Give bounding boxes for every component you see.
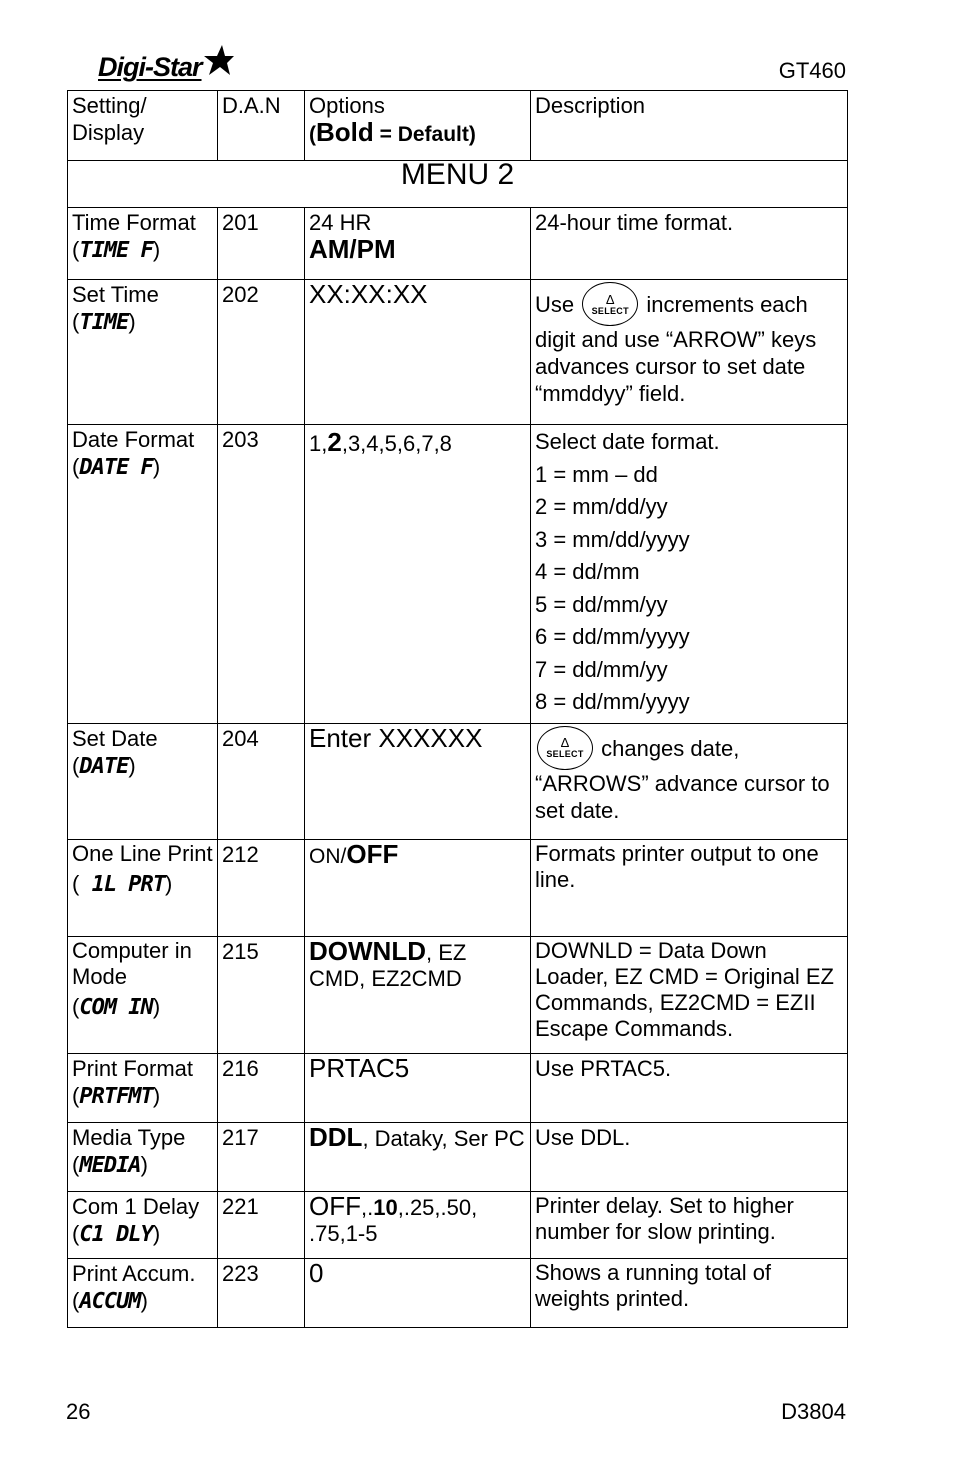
brand-logo [98,40,234,82]
select-button-icon: Δ SELECT [537,726,593,770]
lcd-display-text: DATE [79,753,129,779]
model-label: GT460 [778,58,846,83]
lcd-display-text: PRTFMT [79,1083,153,1109]
table-row: Media Type (MEDIA) 217 DDL, Dataky, Ser PC Use DDL. [68,1122,848,1191]
page-number: 26 [66,1399,91,1424]
menu-title: MENU 2 [68,161,848,208]
table-row: Print Accum. (ACCUM) 223 0 Shows a running total of weights printed. [68,1258,848,1327]
table-row: Set Date (DATE) 204 Enter XXXXXX Δ SELECT changes date, “ARROWS” advance cursor to set date. [68,723,848,839]
lcd-display-text: TIME [79,310,129,335]
table-row: Set Time (TIME) 202 XX:XX:XX Use Δ SELECT increments each digit and use “ARROW” keys advances cursor to set date “mmddyy” field. [68,280,848,425]
select-button-icon: Δ SELECT [582,282,638,326]
menu-title-row [68,161,848,208]
column-header-description: Description [531,91,848,161]
lcd-display-text: 1L PRT [79,871,166,897]
column-header-dan: D.A.N [218,91,305,161]
column-header-options: Options (Bold = Default) [305,91,531,161]
lcd-display-text: TIME F [79,238,153,263]
star-icon [200,44,234,78]
table-row: Com 1 Delay (C1 DLY) 221 OFF,.10,.25,.50, .75,1-5 Printer delay. Set to higher number for slow printing. [68,1191,848,1258]
table-header-row [68,91,848,161]
lcd-display-text: ACCUM [79,1288,141,1314]
table-row: One Line Print ( 1L PRT) 212 ON/OFF Formats printer output to one line. [68,839,848,936]
table-row: Time Format (TIME F) 201 24 HR AM/PM 24-hour time format. [68,208,848,280]
settings-table [67,90,848,1328]
lcd-display-text: MEDIA [79,1152,141,1178]
document-number: D3804 [781,1399,846,1424]
table-row: Print Format (PRTFMT) 216 PRTAC5 Use PRTAC5. [68,1053,848,1122]
lcd-display-text: COM IN [79,994,153,1020]
table-row: Computer in Mode (COM IN) 215 DOWNLD, EZ CMD, EZ2CMD DOWNLD = Data Down Loader, EZ CMD = Original EZ Commands, EZ2CMD = EZII Escape Commands. [68,936,848,1053]
brand-name: Digi-Star [98,52,202,82]
table-row: Date Format (DATE F) 203 1,2,3,4,5,6,7,8 Select date format. 1 = mm – dd 2 = mm/dd/yy 3 = mm/dd/yyyy 4 = dd/mm 5 = dd/mm/yy 6 = dd/mm/yyyy 7 = dd/mm/yy 8 = dd/mm/yyyy [68,425,848,724]
lcd-display-text: C1 DLY [79,1221,153,1247]
lcd-display-text: DATE F [79,455,153,480]
column-header-setting: Setting/ Display [68,91,218,161]
